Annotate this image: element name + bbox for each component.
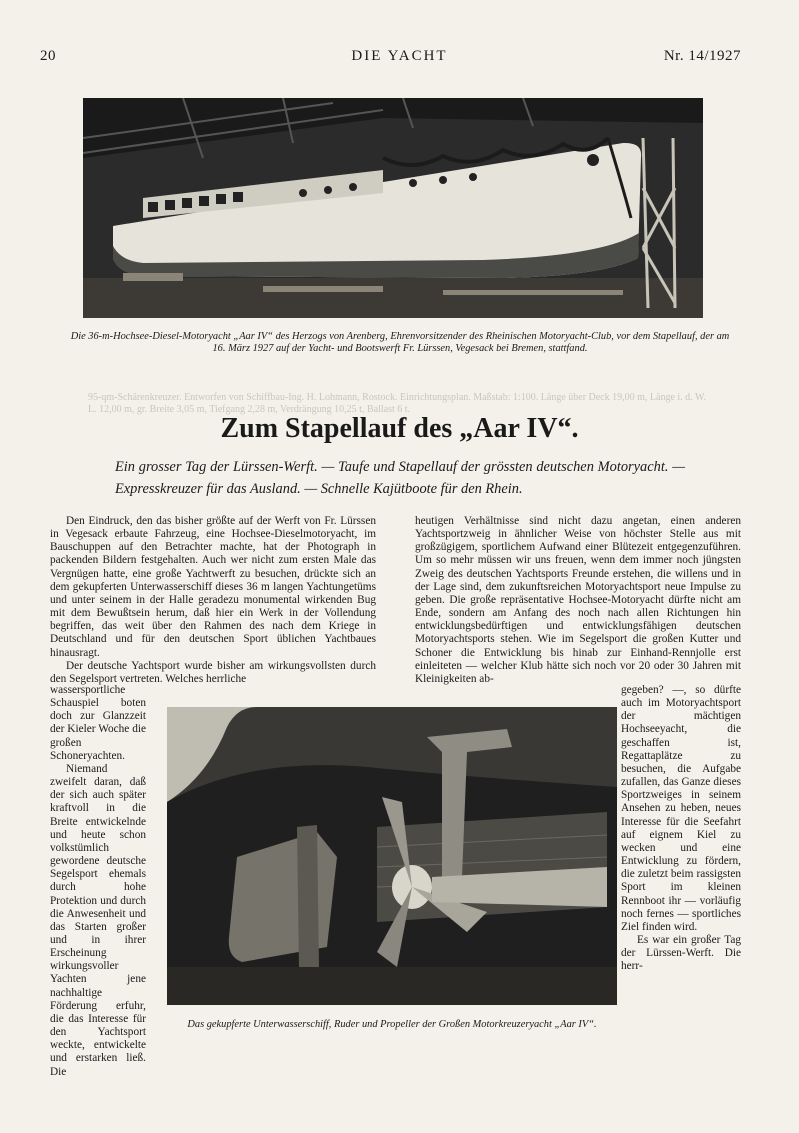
left-column-narrow bbox=[50, 684, 146, 1079]
yacht-shed-illustration bbox=[83, 98, 703, 318]
paragraph: gegeben? —, so dürfte auch im Motoryachtsport der mächtigen Hochseeyacht, die geschaffen ist, Regattaplätze zu besuchen, die Aufgabe zufallen, das Ganze dieses Sportzweiges in seinem Ansehen zu heben, neues Interesse für die Seefahrt auf eignem Kiel zu wecken und eine Entwicklung zu fördern, die zuletzt beim rassigsten Sport im kleinen Rennboot ihr — vorläufig noch fernes — sportliches Ziel finden wird. bbox=[621, 684, 741, 933]
paragraph: Es war ein großer Tag der Lürssen-Werft. Die herr- bbox=[621, 933, 741, 973]
paragraph: wassersportliche Schauspiel boten doch zur Glanzzeit der Kieler Woche die großen Schoneryachten. bbox=[50, 684, 146, 762]
article-subtitle: Ein grosser Tag der Lürssen-Werft. — Taufe und Stapellauf der grössten deutschen Motoryacht. — Expresskreuzer für das Ausland. — Schnelle Kajütboote für den Rhein. bbox=[115, 459, 685, 497]
right-column-narrow bbox=[621, 684, 741, 973]
page-number: 20 bbox=[40, 48, 56, 64]
bottom-photo-caption: Das gekupferte Unterwasserschiff, Ruder und Propeller der Großen Motorkreuzeryacht „Aar IV“. bbox=[187, 1019, 597, 1030]
paragraph: Der deutsche Yachtsport wurde bisher am wirkungsvollsten durch den Segelsport vertreten. Welches herrliche bbox=[50, 659, 376, 685]
yacht-shed-photo bbox=[83, 98, 703, 318]
paragraph: Den Eindruck, den das bisher größte auf der Werft von Fr. Lürssen in Vegesack erbaute Fahrzeug, eine Hochsee-Dieselmotoryacht, im Bauschuppen auf den Betrachter machte, hat der Photograph in packenden Bildern festgehalten. Auch wer nicht zum ersten Male das Vergnügen hatte, eine große Yachtwerft zu besuchen, drückte sich an dem gekupferten Unterwasserschiff dieses 36 m langen Yachtungetüms und unter seinem in der Halle geradezu monumental wirkenden Bug mit dem Bewußtsein herum, daß hier ein Werk in der Vollendung begriffen, das weit über den Rahmen des nach dem Kriege in Deutschland und für den deutschen Sport üblichen Yachtbaues hinausragt. bbox=[50, 515, 376, 659]
article-headline: Zum Stapellauf des „Aar IV“. bbox=[220, 413, 579, 444]
running-title: DIE YACHT bbox=[351, 48, 448, 64]
right-column-top bbox=[415, 515, 741, 686]
paragraph: heutigen Verhältnisse sind nicht dazu angetan, einen anderen Yachtsportzweig in ähnlicher Weise von höchster Stelle aus mit großzügigem, sportlichem Aufwand einer Blütezeit entgegenzuführen. Um so mehr müssen wir uns freuen, wenn dem immer noch jüngsten Zweig des deutschen Yachtsports Freunde erstehen, die willens und in der Lage sind, dem zukunftsreichen Motoryachtsport neue Impulse zu geben. Die große repräsentative Hochsee-Motoryacht dürfte nicht am Ende, sondern am Anfang des noch nach allen Richtungen hin entwicklungsbedürftigen und entwicklungsfähigen deutschen Motoryachtsports stehen. Wie im Segelsport die großen Kutter und Schoner die Entwicklung bis hinab zur Einhand-Rennjolle erst einleiteten — welcher Klub hätte sich noch vor 20 oder 30 Jahren mit Kleinigkeiten ab- bbox=[415, 515, 741, 685]
top-photo-caption: Die 36-m-Hochsee-Diesel-Motoryacht „Aar IV“ des Herzogs von Arenberg, Ehrenvorsitzender des Rheinischen Motoryacht-Club, vor dem Stapellauf, der am 16. März 1927 auf der Yacht- und Bootswerft Fr. Lürssen, Vegesack bei Bremen, stattfand. bbox=[70, 331, 730, 354]
propeller-rudder-photo bbox=[167, 707, 617, 1005]
left-column-top bbox=[50, 515, 376, 686]
reverse-side-show-through: 95-qm-Schärenkreuzer. Entworfen von Schiffbau-Ing. H. Lohmann, Rostock. Einrichtungsplan. Maßstab: 1:100. Länge über Deck 19,00 m, Länge i. d. W. L. 12,00 m, gr. Breite 3,05 m, Tiefgang 2,28 m, Verdrängung 10,25 t, Ballast 6 t. bbox=[88, 392, 707, 415]
paragraph: Niemand zweifelt daran, daß der sich auch später kraftvoll in die Breite entwickelnde und heute schon volkstümlich gewordene deutsche Segelsport ehemals durch hohe Protektion und durch die Anwesenheit und das Starten großer und in ihrer Erscheinung wirkungsvoller Yachten jene nachhaltige Förderung erfuhr, die das Interesse für den Yachtsport weckte, entwickelte und erstarken ließ. Die bbox=[50, 762, 146, 1078]
issue-number: Nr. 14/1927 bbox=[663, 48, 741, 64]
propeller-rudder-illustration bbox=[167, 707, 617, 1005]
